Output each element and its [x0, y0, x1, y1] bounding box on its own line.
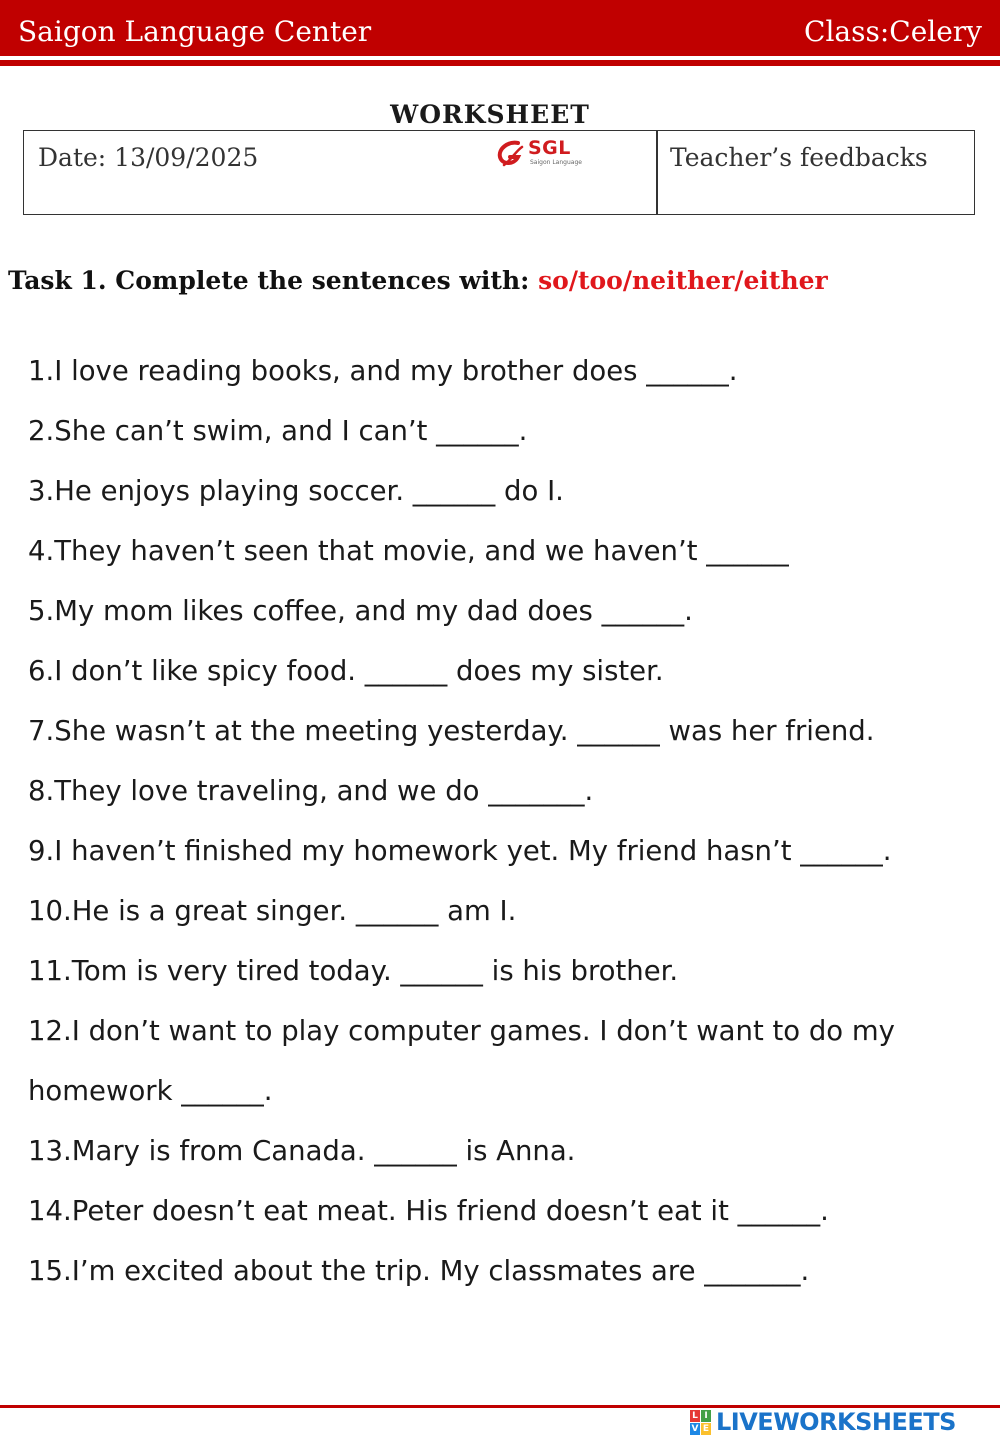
date-field: Date: 13/09/2025: [38, 143, 259, 172]
task-word-options: so/too/neither/either: [538, 266, 828, 295]
question-item[interactable]: 6.I don’t like spicy food. ______ does my sister.: [28, 655, 664, 687]
info-divider: [656, 131, 658, 214]
question-item[interactable]: 1.I love reading books, and my brother does ______.: [28, 355, 738, 387]
liveworksheets-brand: LIVEWORKSHEETS: [716, 1408, 956, 1436]
question-item[interactable]: 3.He enjoys playing soccer. ______ do I.: [28, 475, 564, 507]
class-label: Class:Celery: [804, 15, 982, 48]
question-item[interactable]: 4.They haven’t seen that movie, and we haven’t ______: [28, 535, 789, 567]
header-rule: [0, 60, 1000, 66]
question-item[interactable]: 9.I haven’t finished my homework yet. My friend hasn’t ______.: [28, 835, 892, 867]
question-item[interactable]: 5.My mom likes coffee, and my dad does ______.: [28, 595, 693, 627]
liveworksheets-badge-icon: L I V E: [691, 1411, 710, 1434]
school-name: Saigon Language Center: [18, 15, 372, 48]
question-item[interactable]: 7.She wasn’t at the meeting yesterday. ______ was her friend.: [28, 715, 875, 747]
question-item[interactable]: 12.I don’t want to play computer games. I don’t want to do my homework ______.: [28, 1015, 895, 1107]
task-instruction: Task 1. Complete the sentences with:: [8, 266, 539, 295]
question-item[interactable]: 13.Mary is from Canada. ______ is Anna.: [28, 1135, 576, 1167]
info-box: [23, 130, 975, 215]
question-item[interactable]: 10.He is a great singer. ______ am I.: [28, 895, 517, 927]
question-item[interactable]: 2.She can’t swim, and I can’t ______.: [28, 415, 528, 447]
question-list: [28, 341, 993, 1301]
question-item[interactable]: 8.They love traveling, and we do _______.: [28, 775, 594, 807]
question-item[interactable]: 11.Tom is very tired today. ______ is his brother.: [28, 955, 679, 987]
task-heading: [8, 266, 828, 295]
question-item[interactable]: 14.Peter doesn’t eat meat. His friend doesn’t eat it ______.: [28, 1195, 829, 1227]
sgl-swoosh-icon: [494, 139, 526, 169]
liveworksheets-logo[interactable]: [690, 1408, 990, 1438]
worksheet-title: WORKSHEET: [390, 100, 590, 129]
logo-subtext: Saigon Language: [530, 159, 582, 166]
logo-text: SGL: [528, 137, 571, 159]
question-item[interactable]: 15.I’m excited about the trip. My classmates are _______.: [28, 1255, 810, 1287]
sgl-logo: [494, 137, 594, 171]
teacher-feedback-label: Teacher’s feedbacks: [670, 143, 928, 172]
